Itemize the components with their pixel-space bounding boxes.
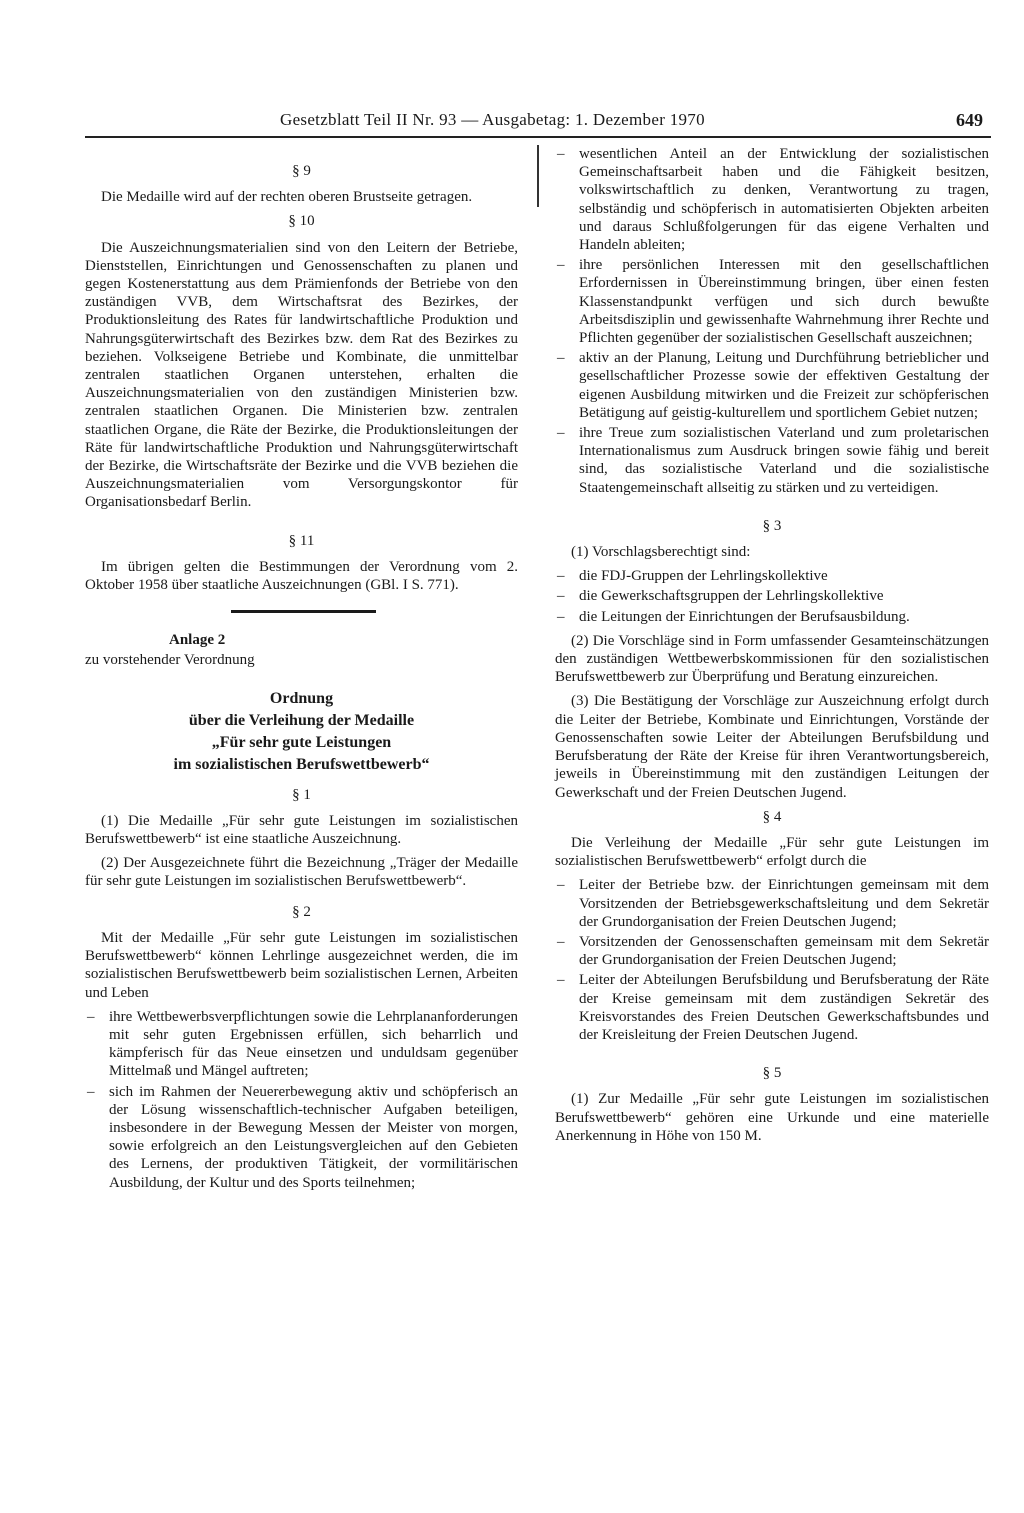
section-9-title: § 9 bbox=[292, 163, 311, 179]
list-item: – sich im Rahmen der Neuererbewegung aktiv und schöpferisch an der Lösung wissenschaftlich-technischer Aufgaben beteiligen, insbesondere in der Bewegung Messen der Meister von morgen, sowie erfolgreich an den Leistungsvergleichen auf den Gebieten des Lernens, der produktiven Tätigkeit, der vormilitärischen Ausbildung, der Kultur und des Sports teilnehmen; bbox=[85, 1083, 518, 1192]
paragraph-1-title: § 1 bbox=[292, 786, 311, 803]
paragraph-2-intro: Mit der Medaille „Für sehr gute Leistungen im sozialistischen Berufswettbewerb“ können Lehrlinge ausgezeichnet werden, die im sozialistischen Berufswettbewerb beim sozialistischen Lernen, Arbeiten und Leben bbox=[85, 929, 518, 1001]
paragraph-4-title: § 4 bbox=[762, 808, 782, 825]
right-column bbox=[555, 145, 989, 1151]
list-item: – ihre Treue zum sozialistischen Vaterland und zum proletarischen Internationalismus zum Ausdruck bringen sowie fähig und bereit sind, das sozialistische Vaterland und die sozialistische Staatengemeinschaft allseitig zu stärken und zu verteidigen. bbox=[555, 424, 989, 497]
section-9-text: Die Medaille wird auf der rechten oberen Brustseite getragen. bbox=[101, 189, 473, 206]
list-item: – die FDJ-Gruppen der Lehrlingskollektive bbox=[555, 567, 989, 585]
paragraph-4-list bbox=[555, 876, 989, 1044]
page-header bbox=[85, 110, 997, 136]
paragraph-1-clause-2: (2) Der Ausgezeichnete führt die Bezeichnung „Träger der Medaille für sehr gute Leistungen im sozialistischen Berufswettbewerb“. bbox=[85, 855, 518, 890]
left-column bbox=[85, 162, 518, 1198]
paragraph-5-clause-1: (1) Zur Medaille „Für sehr gute Leistungen im sozialistischen Berufswettbewerb“ gehören eine Urkunde und eine materielle Anerkennung in Höhe von 150 M. bbox=[555, 1091, 989, 1144]
paragraph-2-title: § 2 bbox=[292, 903, 311, 920]
ordnung-line: über die Verleihung der Medaille bbox=[188, 711, 415, 729]
column-divider bbox=[537, 145, 539, 207]
section-divider bbox=[231, 610, 376, 613]
list-item: – die Gewerkschaftsgruppen der Lehrlingskollektive bbox=[555, 587, 989, 605]
paragraph-3-clause-2: (2) Die Vorschläge sind in Form umfassender Gesamteinschätzungen den zuständigen Wettbewerbskommissionen für den sozialistischen Berufswettbewerb zur Überprüfung und Beratung einzureichen. bbox=[555, 632, 989, 686]
list-item: – Vorsitzenden der Genossenschaften gemeinsam mit dem Sekretär der Grundorganisation der Freien Deutschen Jugend; bbox=[555, 933, 989, 969]
paragraph-2-list-continued bbox=[555, 145, 989, 497]
anlage-title: Anlage 2 bbox=[169, 632, 226, 649]
header-title: Gesetzblatt Teil II Nr. 93 — Ausgabetag: 1. Dezember 1970 bbox=[280, 110, 705, 129]
anlage-subtitle: zu vorstehender Verordnung bbox=[85, 652, 255, 669]
paragraph-1-clause-1: (1) Die Medaille „Für sehr gute Leistungen im sozialistischen Berufswettbewerb“ ist eine staatliche Auszeichnung. bbox=[85, 812, 518, 848]
ordnung-line: im sozialistischen Berufswettbewerb“ bbox=[173, 755, 430, 773]
section-10-title: § 10 bbox=[288, 213, 315, 230]
list-item: – die Leitungen der Einrichtungen der Berufsausbildung. bbox=[555, 608, 989, 626]
list-item: – aktiv an der Planung, Leitung und Durchführung betrieblicher und gesellschaftlicher Prozesse sowie der effektiven Gestaltung der eigenen Ausbildung mitwirken und die Freizeit zur schöpferischen Betätigung auf geistig-kulturellem und sportlichem Gebiet nutzen; bbox=[555, 349, 989, 422]
page-number: 649 bbox=[956, 110, 983, 130]
paragraph-3-clause-3: (3) Die Bestätigung der Vorschläge zur Auszeichnung erfolgt durch die Leiter der Betriebe, Kombinate und Einrichtungen, Vorstände der Genossenschaften sowie Leiter der Abteilungen Berufsbildung und Berufsberatung der Räte der Kreise für ihren Verantwortungsbereich, jeweils in Übereinstimmung mit den zuständigen Leitungen der Gewerkschaft und der Freien Deutschen Jugend. bbox=[555, 693, 989, 801]
paragraph-3-clause-1: (1) Vorschlagsberechtigt sind: bbox=[571, 544, 751, 561]
paragraph-5-title: § 5 bbox=[762, 1065, 782, 1082]
section-11-text: Im übrigen gelten die Bestimmungen der Verordnung vom 2. Oktober 1958 über staatliche Auszeichnungen (GBl. I S. 771). bbox=[85, 558, 518, 594]
ordnung-line: „Für sehr gute Leistungen bbox=[211, 733, 392, 751]
list-item: – Leiter der Betriebe bzw. der Einrichtungen gemeinsam mit dem Vorsitzenden der Betriebsgewerkschaftsleitung und dem Sekretär der Grundorganisation der Freien Deutschen Jugend; bbox=[555, 876, 989, 931]
ordnung-line: Ordnung bbox=[269, 689, 334, 707]
ordnung-heading bbox=[85, 688, 518, 776]
paragraph-2-list bbox=[85, 1008, 518, 1192]
list-item: – ihre Wettbewerbsverpflichtungen sowie die Lehrplananforderungen mit sehr guten Ergebnissen erfüllen, sich beharrlich und kämpferisch für das Neue einsetzen und unduldsam gegenüber Mittelmaß und Mängel auftreten; bbox=[85, 1008, 518, 1081]
list-item: – Leiter der Abteilungen Berufsbildung und Berufsberatung der Räte der Kreise gemeinsam mit dem zuständigen Sekretär des Kreisvorstandes des Freien Deutschen Gewerkschaftsbundes und der Kreisleitung der Freien Deutschen Jugend. bbox=[555, 971, 989, 1044]
list-item: – wesentlichen Anteil an der Entwicklung der sozialistischen Gemeinschaftsarbeit haben und die Fähigkeit besitzen, volkswirtschaftlich zu denken, Verantwortung zu tragen, selbständig und schöpferisch in automatisierten Objekten arbeiten und daraus Schlußfolgerungen für das eigene Verhalten und Handeln ableiten; bbox=[555, 145, 989, 254]
paragraph-3-title: § 3 bbox=[762, 517, 782, 534]
section-10-text: Die Auszeichnungsmaterialien sind von den Leitern der Betriebe, Dienststellen, Einrichtungen und Genossenschaften zu planen und gegen Kostenerstattung aus dem Prämienfonds der Betriebe von den zuständigen VVB, dem Wirtschaftsrat des Bezirkes, der Produktionsleitung des Rates für landwirtschaftliche Produktion und Nahrungsgüterwirtschaft des Bezirkes bzw. dem Rat des Bezirkes zu beziehen. Volkseigene Betriebe und Kombinate, die unmittelbar zentralen staatlichen Organen unterstehen, erhalten die Auszeichnungsmaterialien von den zuständigen Ministerien bzw. zentralen staatlichen Organen. Die Ministerien bzw. zentralen staatlichen Organe, die Räte der Bezirke, die Produktionsleitungen der Räte für landwirtschaftliche Produktion und Nahrungsgüterwirtschaft der Bezirke, die Wirtschaftsräte der Bezirke und die VVB beziehen die Auszeichnungsmaterialien vom Versorgungskontor für Organisationsbedarf Berlin. bbox=[85, 239, 518, 511]
header-rule bbox=[85, 136, 991, 138]
paragraph-3-list bbox=[555, 567, 989, 626]
paragraph-4-intro: Die Verleihung der Medaille „Für sehr gute Leistungen im sozialistischen Berufswettbewerb“ erfolgt durch die bbox=[555, 834, 989, 870]
list-item: – ihre persönlichen Interessen mit den gesellschaftlichen Erfordernissen in Übereinstimmung bringen, über einen festen Klassenstandpunkt verfügen und sich durch bewußte Arbeitsdisziplin und gewissenhafte Wahrnehmung ihrer Rechte und Pflichten gegenüber der sozialistischen Gesellschaft auszeichnen; bbox=[555, 256, 989, 347]
section-11-title: § 11 bbox=[288, 532, 315, 549]
